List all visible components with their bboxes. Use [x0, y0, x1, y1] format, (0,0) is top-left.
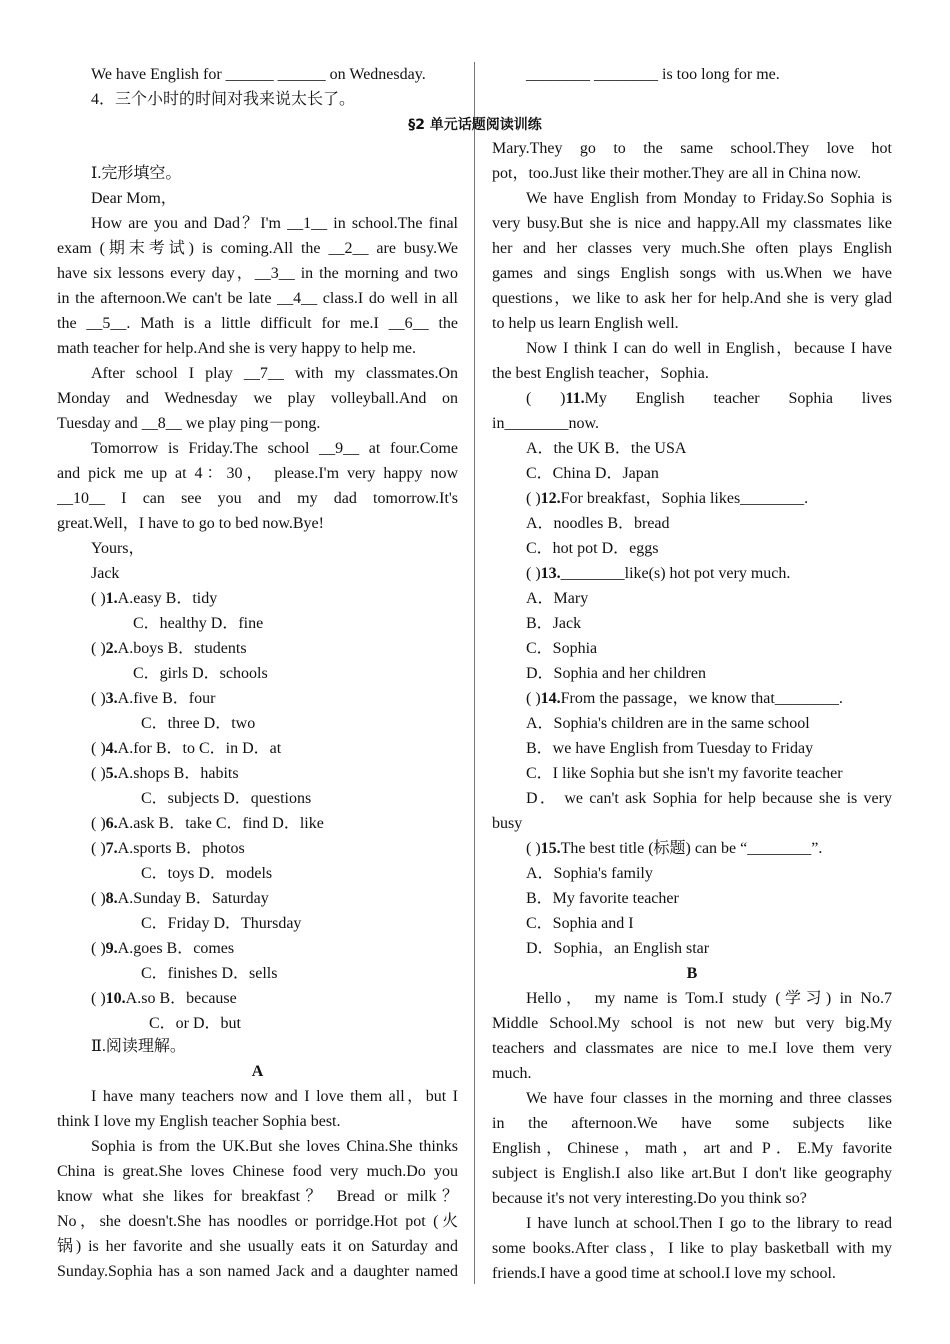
answer-bracket[interactable]: ( ) [91, 815, 106, 832]
passage-b-line: subject is English.I also like art.But I don't like geography [492, 1165, 892, 1182]
answer-bracket[interactable]: ( ) [526, 390, 566, 407]
passage-a-line: We have English from Monday to Friday.So Sophia is [526, 190, 892, 207]
cloze-question [57, 836, 458, 861]
passage-a-line: I have many teachers now and I love them all，but I [91, 1088, 458, 1105]
cloze-line: Monday and Wednesday we play volleyball.And on [57, 390, 458, 407]
passage-a-line: No，she doesn't.She has noodles or porridge.Hot pot (火 [57, 1213, 458, 1230]
cloze-line: in the afternoon.We can't be late __4__ class.I do well in all [57, 290, 458, 307]
top-left-line-2: 4．三个小时的时间对我来说太长了。 [91, 91, 356, 108]
cloze-line: __10__ I can see you and my dad tomorrow.It's [57, 490, 458, 507]
passage-a-line: Sophia is from the UK.But she loves China.She thinks [91, 1138, 458, 1155]
cloze-line: Tomorrow is Friday.The school __9__ at four.Come [91, 440, 458, 457]
answer-option: B．My favorite teacher [526, 890, 679, 907]
cloze-line: math teacher for help.And she is very happy to help me. [57, 340, 416, 357]
question-stem: 12.For breakfast，Sophia likes________. [540, 490, 809, 507]
answer-bracket[interactable]: ( ) [91, 940, 106, 957]
question-options-2: C．girls D．schools [133, 665, 268, 682]
reading-heading: Ⅱ.阅读理解。 [91, 1038, 186, 1055]
question-options: A.boys B．students [117, 640, 247, 657]
cloze-question [57, 586, 458, 611]
passage-b-line: some books.After class，I like to play basketball with my [492, 1240, 892, 1257]
question-options: A.for B．to C．in D．at [117, 740, 282, 757]
cloze-line: and pick me up at 4：30， please.I'm very happy now [57, 465, 458, 482]
top-right-line-1: ________ ________ is too long for me. [526, 66, 780, 83]
answer-option: A．Sophia's children are in the same school [526, 715, 810, 732]
question-options-2: C．toys D．models [141, 865, 273, 882]
question-number: 4. [105, 740, 118, 757]
cloze-line: exam (期末考试) is coming.All the __2__ are busy.We [57, 240, 458, 257]
answer-option: B．Jack [526, 615, 582, 632]
passage-a-line: to help us learn English well. [492, 315, 679, 332]
passage-b-line: We have four classes in the morning and three classes [526, 1090, 892, 1107]
passage-a-line: Now I think I can do well in English，because I have [526, 340, 892, 357]
cloze-question [57, 886, 458, 911]
question-stem: 11.My English teacher Sophia lives [565, 390, 892, 407]
answer-option: A．noodles B．bread [526, 515, 670, 532]
question-options: A.Sunday B．Saturday [117, 890, 269, 907]
passage-a-line: the best English teacher，Sophia. [492, 365, 709, 382]
cloze-line: have six lessons every day，__3__ in the morning and two [57, 265, 458, 282]
passage-a-line: 锅) is her favorite and she usually eats it on Saturday and [57, 1238, 458, 1255]
question-number: 7. [105, 840, 118, 857]
question-number: 5. [105, 765, 118, 782]
cloze-line: After school I play __7__ with my classmates.On [91, 365, 458, 382]
answer-option: A．the UK B．the USA [526, 440, 687, 457]
letter-salutation: Dear Mom， [91, 190, 177, 207]
passage-a-line: games and sings English songs with us.When we have [492, 265, 892, 282]
question-options-2: C．subjects D．questions [141, 790, 312, 807]
answer-option: D． we can't ask Sophia for help because she is very [526, 790, 892, 807]
passage-a-line: her and her classes very much.She often plays English [492, 240, 892, 257]
column-divider [474, 62, 475, 1284]
cloze-line: great.Well，I have to go to bed now.Bye! [57, 515, 324, 532]
passage-a-label: A [251, 1063, 264, 1080]
question-options: A.ask B．take C．find D．like [117, 815, 324, 832]
answer-bracket[interactable]: ( ) [526, 840, 541, 857]
letter-closing: Yours， [91, 540, 145, 557]
answer-option: D．Sophia and her children [526, 665, 706, 682]
reading-question [492, 486, 892, 511]
question-number: 6. [105, 815, 118, 832]
question-stem: 13.________like(s) hot pot very much. [540, 565, 791, 582]
question-number: 9. [105, 940, 118, 957]
passage-a-line: think I love my English teacher Sophia best. [57, 1113, 341, 1130]
passage-a-line: Mary.They go to the same school.They love hot [492, 140, 892, 157]
passage-b-line: much. [492, 1065, 532, 1082]
passage-b-line: English，Chinese，math，art and P．E.My favorite [492, 1140, 892, 1157]
answer-option: C．hot pot D．eggs [526, 540, 659, 557]
question-options: A.sports B．photos [117, 840, 245, 857]
reading-question [492, 686, 892, 711]
passage-b-label: B [686, 965, 698, 982]
question-options-2: C．Friday D．Thursday [141, 915, 302, 932]
cloze-question [57, 761, 458, 786]
passage-b-line: Hello， my name is Tom.I study (学习) in No.7 [526, 990, 892, 1007]
question-number: 1. [105, 590, 118, 607]
cloze-heading: Ⅰ.完形填空。 [91, 165, 182, 182]
passage-a-line: pot，too.Just like their mother.They are all in China now. [492, 165, 862, 182]
question-options: A.five B．four [117, 690, 216, 707]
answer-option: B．we have English from Tuesday to Friday [526, 740, 814, 757]
answer-bracket[interactable]: ( ) [91, 690, 106, 707]
question-options-2: C．healthy D．fine [133, 615, 264, 632]
answer-option: C．Sophia and I [526, 915, 634, 932]
passage-a-line: questions，we like to ask her for help.And she is very glad [492, 290, 892, 307]
reading-question [492, 561, 892, 586]
question-stem: 14.From the passage，we know that________. [540, 690, 843, 707]
question-options: A.easy B．tidy [117, 590, 218, 607]
answer-bracket[interactable]: ( ) [91, 765, 106, 782]
question-options: A.shops B．habits [117, 765, 239, 782]
question-number: 12. [540, 490, 561, 507]
answer-bracket[interactable]: ( ) [526, 490, 541, 507]
answer-bracket[interactable]: ( ) [91, 740, 106, 757]
passage-b-line: teachers and classmates are nice to me.I love them very [492, 1040, 892, 1057]
question-options-2: C．or D．but [149, 1015, 242, 1032]
answer-bracket[interactable]: ( ) [91, 890, 106, 907]
cloze-question [57, 811, 458, 836]
answer-option: C．China D．Japan [526, 465, 659, 482]
letter-signature: Jack [91, 565, 120, 582]
cloze-line: How are you and Dad？I'm __1__ in school.The final [91, 215, 458, 232]
passage-b-line: Middle School.My school is not new but very big.My [492, 1015, 892, 1032]
passage-b-line: I have lunch at school.Then I go to the library to read [526, 1215, 892, 1232]
cloze-question [57, 986, 458, 1011]
reading-question [492, 836, 892, 861]
cloze-line: Tuesday and __8__ we play ping－pong. [57, 415, 321, 432]
answer-bracket[interactable]: ( ) [91, 590, 106, 607]
question-options-2: C．finishes D．sells [141, 965, 278, 982]
cloze-question [57, 636, 458, 661]
question-number: 13. [540, 565, 561, 582]
top-left-line-1: We have English for ______ ______ on Wednesday. [91, 66, 426, 83]
answer-option: A．Sophia's family [526, 865, 653, 882]
cloze-line: the __5__. Math is a little difficult for me.I __6__ the [57, 315, 458, 332]
answer-option: A．Mary [526, 590, 589, 607]
answer-option: busy [492, 815, 523, 832]
passage-a-line: China is great.She loves Chinese food very much.Do you [57, 1163, 458, 1180]
question-stem-2: in________now. [492, 415, 599, 432]
passage-b-line: because it's not very interesting.Do you think so? [492, 1190, 807, 1207]
passage-a-line: know what she likes for breakfast？ Bread or milk？ [57, 1188, 458, 1205]
question-number: 14. [540, 690, 561, 707]
question-number: 15. [540, 840, 561, 857]
answer-bracket[interactable]: ( ) [526, 565, 541, 582]
section-title: §2 单元话题阅读训练 [408, 117, 542, 133]
question-number: 3. [105, 690, 118, 707]
question-number: 10. [105, 990, 126, 1007]
passage-a-line: very busy.But she is nice and happy.All my classmates like [492, 215, 892, 232]
answer-bracket[interactable]: ( ) [91, 840, 106, 857]
question-number: 11. [565, 390, 585, 407]
cloze-question [57, 736, 458, 761]
answer-bracket[interactable]: ( ) [91, 640, 106, 657]
question-number: 2. [105, 640, 118, 657]
question-options-2: C．three D．two [141, 715, 256, 732]
answer-bracket[interactable]: ( ) [526, 690, 541, 707]
cloze-question [57, 686, 458, 711]
answer-option: C．I like Sophia but she isn't my favorite teacher [526, 765, 843, 782]
passage-b-line: in the afternoon.We have some subjects like [492, 1115, 892, 1132]
passage-b-line: friends.I have a good time at school.I love my school. [492, 1265, 836, 1282]
question-options: A.goes B．comes [117, 940, 235, 957]
question-number: 8. [105, 890, 118, 907]
answer-option: D．Sophia，an English star [526, 940, 710, 957]
passage-a-line: Sunday.Sophia has a son named Jack and a daughter named [57, 1263, 458, 1280]
cloze-question [57, 936, 458, 961]
question-stem: 15.The best title (标题) can be “________”. [540, 840, 823, 857]
reading-question [492, 386, 892, 411]
answer-bracket[interactable]: ( ) [91, 990, 106, 1007]
question-options: A.so B．because [125, 990, 237, 1007]
answer-option: C．Sophia [526, 640, 598, 657]
